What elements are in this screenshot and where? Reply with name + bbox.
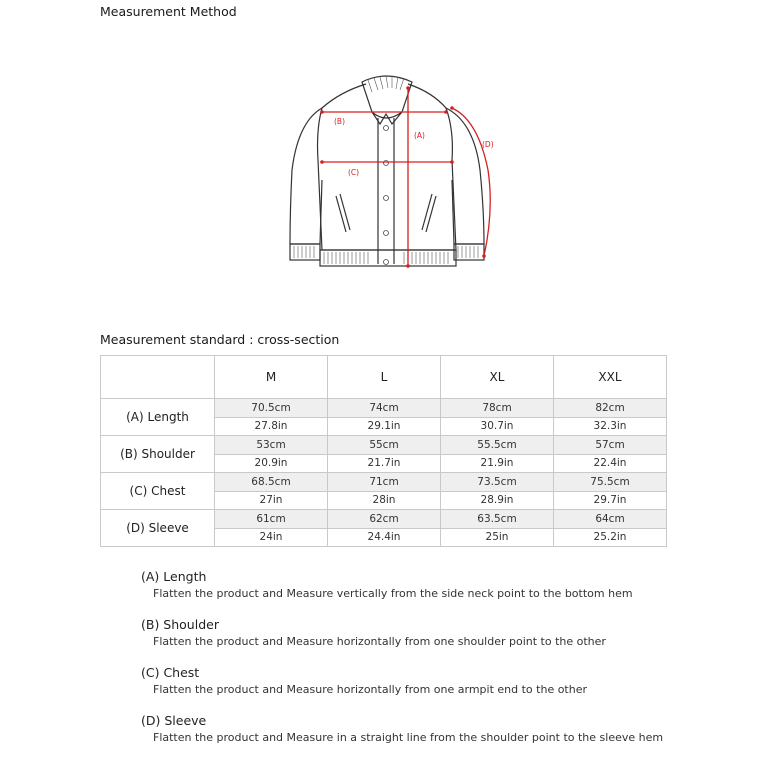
table-cell: 28.9in xyxy=(441,491,554,510)
table-cell: 25in xyxy=(441,528,554,547)
table-cell: 28in xyxy=(328,491,441,510)
label-d: (D) xyxy=(482,140,494,149)
table-cell: 55.5cm xyxy=(441,436,554,455)
label-c: (C) xyxy=(348,168,360,177)
row-label-sleeve: (D) Sleeve xyxy=(101,510,215,547)
table-cell: 25.2in xyxy=(554,528,667,547)
table-cell: 22.4in xyxy=(554,454,667,473)
header-size-m: M xyxy=(215,356,328,399)
table-cell: 61cm xyxy=(215,510,328,529)
table-cell: 73.5cm xyxy=(441,473,554,492)
table-cell: 27.8in xyxy=(215,417,328,436)
table-cell: 32.3in xyxy=(554,417,667,436)
header-corner xyxy=(101,356,215,399)
table-row xyxy=(101,510,667,529)
table-cell: 24in xyxy=(215,528,328,547)
measurement-standard-title: Measurement standard : cross-section xyxy=(100,332,340,347)
table-cell: 27in xyxy=(215,491,328,510)
definition-shoulder xyxy=(141,616,701,650)
definition-description: Flatten the product and Measure horizontally from one armpit end to the other xyxy=(153,683,588,696)
table-cell: 20.9in xyxy=(215,454,328,473)
header-size-l: L xyxy=(328,356,441,399)
definition-title: (A) Length xyxy=(141,569,207,584)
table-cell: 74cm xyxy=(328,399,441,418)
table-cell: 68.5cm xyxy=(215,473,328,492)
table-cell: 71cm xyxy=(328,473,441,492)
definition-description: Flatten the product and Measure horizontally from one shoulder point to the other xyxy=(153,635,606,648)
table-cell: 75.5cm xyxy=(554,473,667,492)
size-table xyxy=(100,355,667,547)
table-cell: 57cm xyxy=(554,436,667,455)
definition-title: (D) Sleeve xyxy=(141,713,207,728)
table-cell: 64cm xyxy=(554,510,667,529)
label-a: (A) xyxy=(414,131,425,140)
table-cell: 63.5cm xyxy=(441,510,554,529)
table-cell: 21.7in xyxy=(328,454,441,473)
header-size-xxl: XXL xyxy=(554,356,667,399)
definition-length xyxy=(141,568,701,602)
header-size-xl: XL xyxy=(441,356,554,399)
table-cell: 21.9in xyxy=(441,454,554,473)
table-header-row xyxy=(101,356,667,399)
measurement-definitions xyxy=(141,568,701,760)
jacket-measurement-diagram xyxy=(270,66,510,286)
definition-description: Flatten the product and Measure in a straight line from the shoulder point to the sleeve hem xyxy=(153,731,664,744)
table-cell: 29.7in xyxy=(554,491,667,510)
table-cell: 78cm xyxy=(441,399,554,418)
table-cell: 70.5cm xyxy=(215,399,328,418)
table-row xyxy=(101,436,667,455)
table-row xyxy=(101,399,667,418)
row-label-chest: (C) Chest xyxy=(101,473,215,510)
table-cell: 62cm xyxy=(328,510,441,529)
table-row xyxy=(101,473,667,492)
measurement-method-title: Measurement Method xyxy=(100,4,237,19)
label-b: (B) xyxy=(334,117,345,126)
table-cell: 24.4in xyxy=(328,528,441,547)
table-cell: 29.1in xyxy=(328,417,441,436)
table-cell: 82cm xyxy=(554,399,667,418)
table-cell: 55cm xyxy=(328,436,441,455)
table-cell: 30.7in xyxy=(441,417,554,436)
definition-title: (C) Chest xyxy=(141,665,200,680)
row-label-shoulder: (B) Shoulder xyxy=(101,436,215,473)
definition-description: Flatten the product and Measure vertically from the side neck point to the bottom hem xyxy=(153,587,633,600)
definition-sleeve xyxy=(141,712,701,746)
row-label-length: (A) Length xyxy=(101,399,215,436)
definition-title: (B) Shoulder xyxy=(141,617,219,632)
definition-chest xyxy=(141,664,701,698)
table-cell: 53cm xyxy=(215,436,328,455)
